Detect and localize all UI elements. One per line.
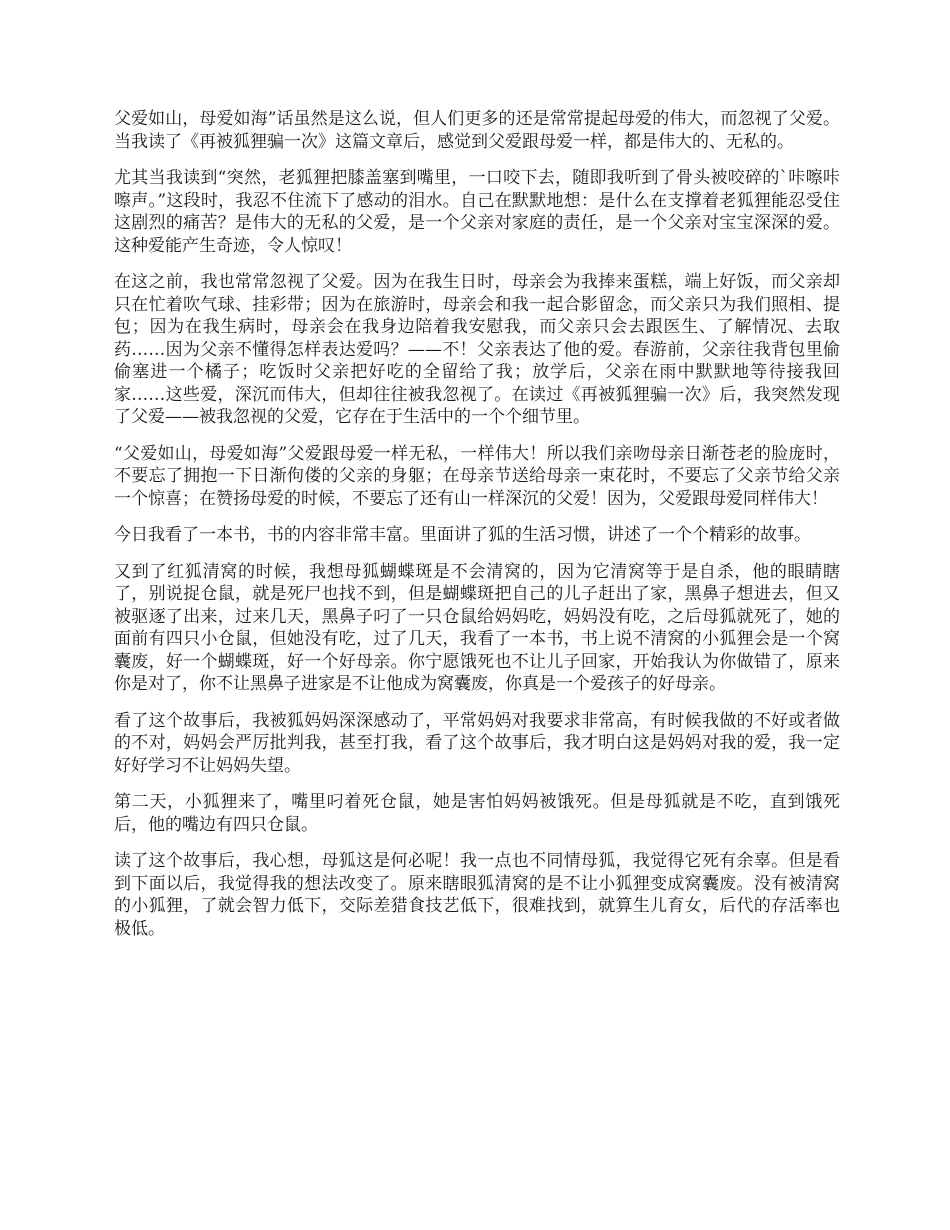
paragraph-8: 第二天，小狐狸来了，嘴里叼着死仓鼠，她是害怕妈妈被饿死。但是母狐就是不吃，直到饿死后，他的嘴边有四只仓鼠。 xyxy=(114,792,840,835)
paragraph-2: 尤其当我读到“突然，老狐狸把膝盖塞到嘴里，一口咬下去，随即我听到了骨头被咬碎的`咔嚓咔嚓声。”这段时，我忍不住流下了感动的泪水。自己在默默地想：是什么在支撑着老狐狸能忍受住这剧烈的痛苦？是伟大的无私的父爱，是一个父亲对家庭的责任，是一个父亲对宝宝深深的爱。这种爱能产生奇迹，令人惊叹！ xyxy=(114,168,840,256)
paragraph-9: 读了这个故事后，我心想，母狐这是何必呢！我一点也不同情母狐，我觉得它死有余辜。但是看到下面以后，我觉得我的想法改变了。原来瞎眼狐清窝的是不让小狐狸变成窝囊废。没有被清窝的小狐狸，了就会智力低下，交际差猎食技艺低下，很难找到，就算生儿育女，后代的存活率也极低。 xyxy=(114,851,840,939)
paragraph-7: 看了这个故事后，我被狐妈妈深深感动了，平常妈妈对我要求非常高，有时候我做的不好或者做的不对，妈妈会严厉批判我，甚至打我，看了这个故事后，我才明白这是妈妈对我的爱，我一定好好学习不让妈妈失望。 xyxy=(114,710,840,776)
paragraph-1: 父爱如山，母爱如海”话虽然是这么说，但人们更多的还是常常提起母爱的伟大，而忽视了父爱。当我读了《再被狐狸骗一次》这篇文章后，感觉到父爱跟母爱一样，都是伟大的、无私的。 xyxy=(114,109,840,152)
document-body xyxy=(114,108,840,954)
paragraph-5: 今日我看了一本书，书的内容非常丰富。里面讲了狐的生活习惯，讲述了一个个精彩的故事。 xyxy=(114,525,811,545)
paragraph-6: 又到了红狐清窝的时候，我想母狐蝴蝶斑是不会清窝的，因为它清窝等于是自杀，他的眼睛瞎了，别说捉仓鼠，就是死尸也找不到，但是蝴蝶斑把自己的儿子赶出了家，黑鼻子想进去，但又被驱逐了出来，过来几天，黑鼻子叼了一只仓鼠给妈妈吃，妈妈没有吃，之后母狐就死了，她的面前有四只小仓鼠，但她没有吃，过了几天，我看了一本书，书上说不清窝的小狐狸会是一个窝囊废，好一个蝴蝶斑，好一个好母亲。你宁愿饿死也不让儿子回家，开始我认为你做错了，原来你是对了，你不让黑鼻子进家是不让他成为窝囊废，你真是一个爱孩子的好母亲。 xyxy=(114,561,840,694)
paragraph-4: “父爱如山，母爱如海”父爱跟母爱一样无私，一样伟大！所以我们亲吻母亲日渐苍老的脸庞时，不要忘了拥抱一下日渐佝偻的父亲的身躯；在母亲节送给母亲一束花时，不要忘了父亲节给父亲一个惊喜；在赞扬母爱的时候，不要忘了还有山一样深沉的父爱！因为，父爱跟母爱同样伟大！ xyxy=(114,443,840,509)
paragraph-3: 在这之前，我也常常忽视了父爱。因为在我生日时，母亲会为我捧来蛋糕，端上好饭，而父亲却只在忙着吹气球、挂彩带；因为在旅游时，母亲会和我一起合影留念，而父亲只为我们照相、提包；因为在我生病时，母亲会在我身边陪着我安慰我，而父亲只会去跟医生、了解情况、去取药……因为父亲不懂得怎样表达爱吗？——不！父亲表达了他的爱。春游前，父亲往我背包里偷偷塞进一个橘子；吃饭时父亲把好吃的全留给了我；放学后，父亲在雨中默默地等待接我回家……这些爱，深沉而伟大，但却往往被我忽视了。在读过《再被狐狸骗一次》后，我突然发现了父爱——被我忽视的父爱，它存在于生活中的一个个细节里。 xyxy=(114,272,840,427)
